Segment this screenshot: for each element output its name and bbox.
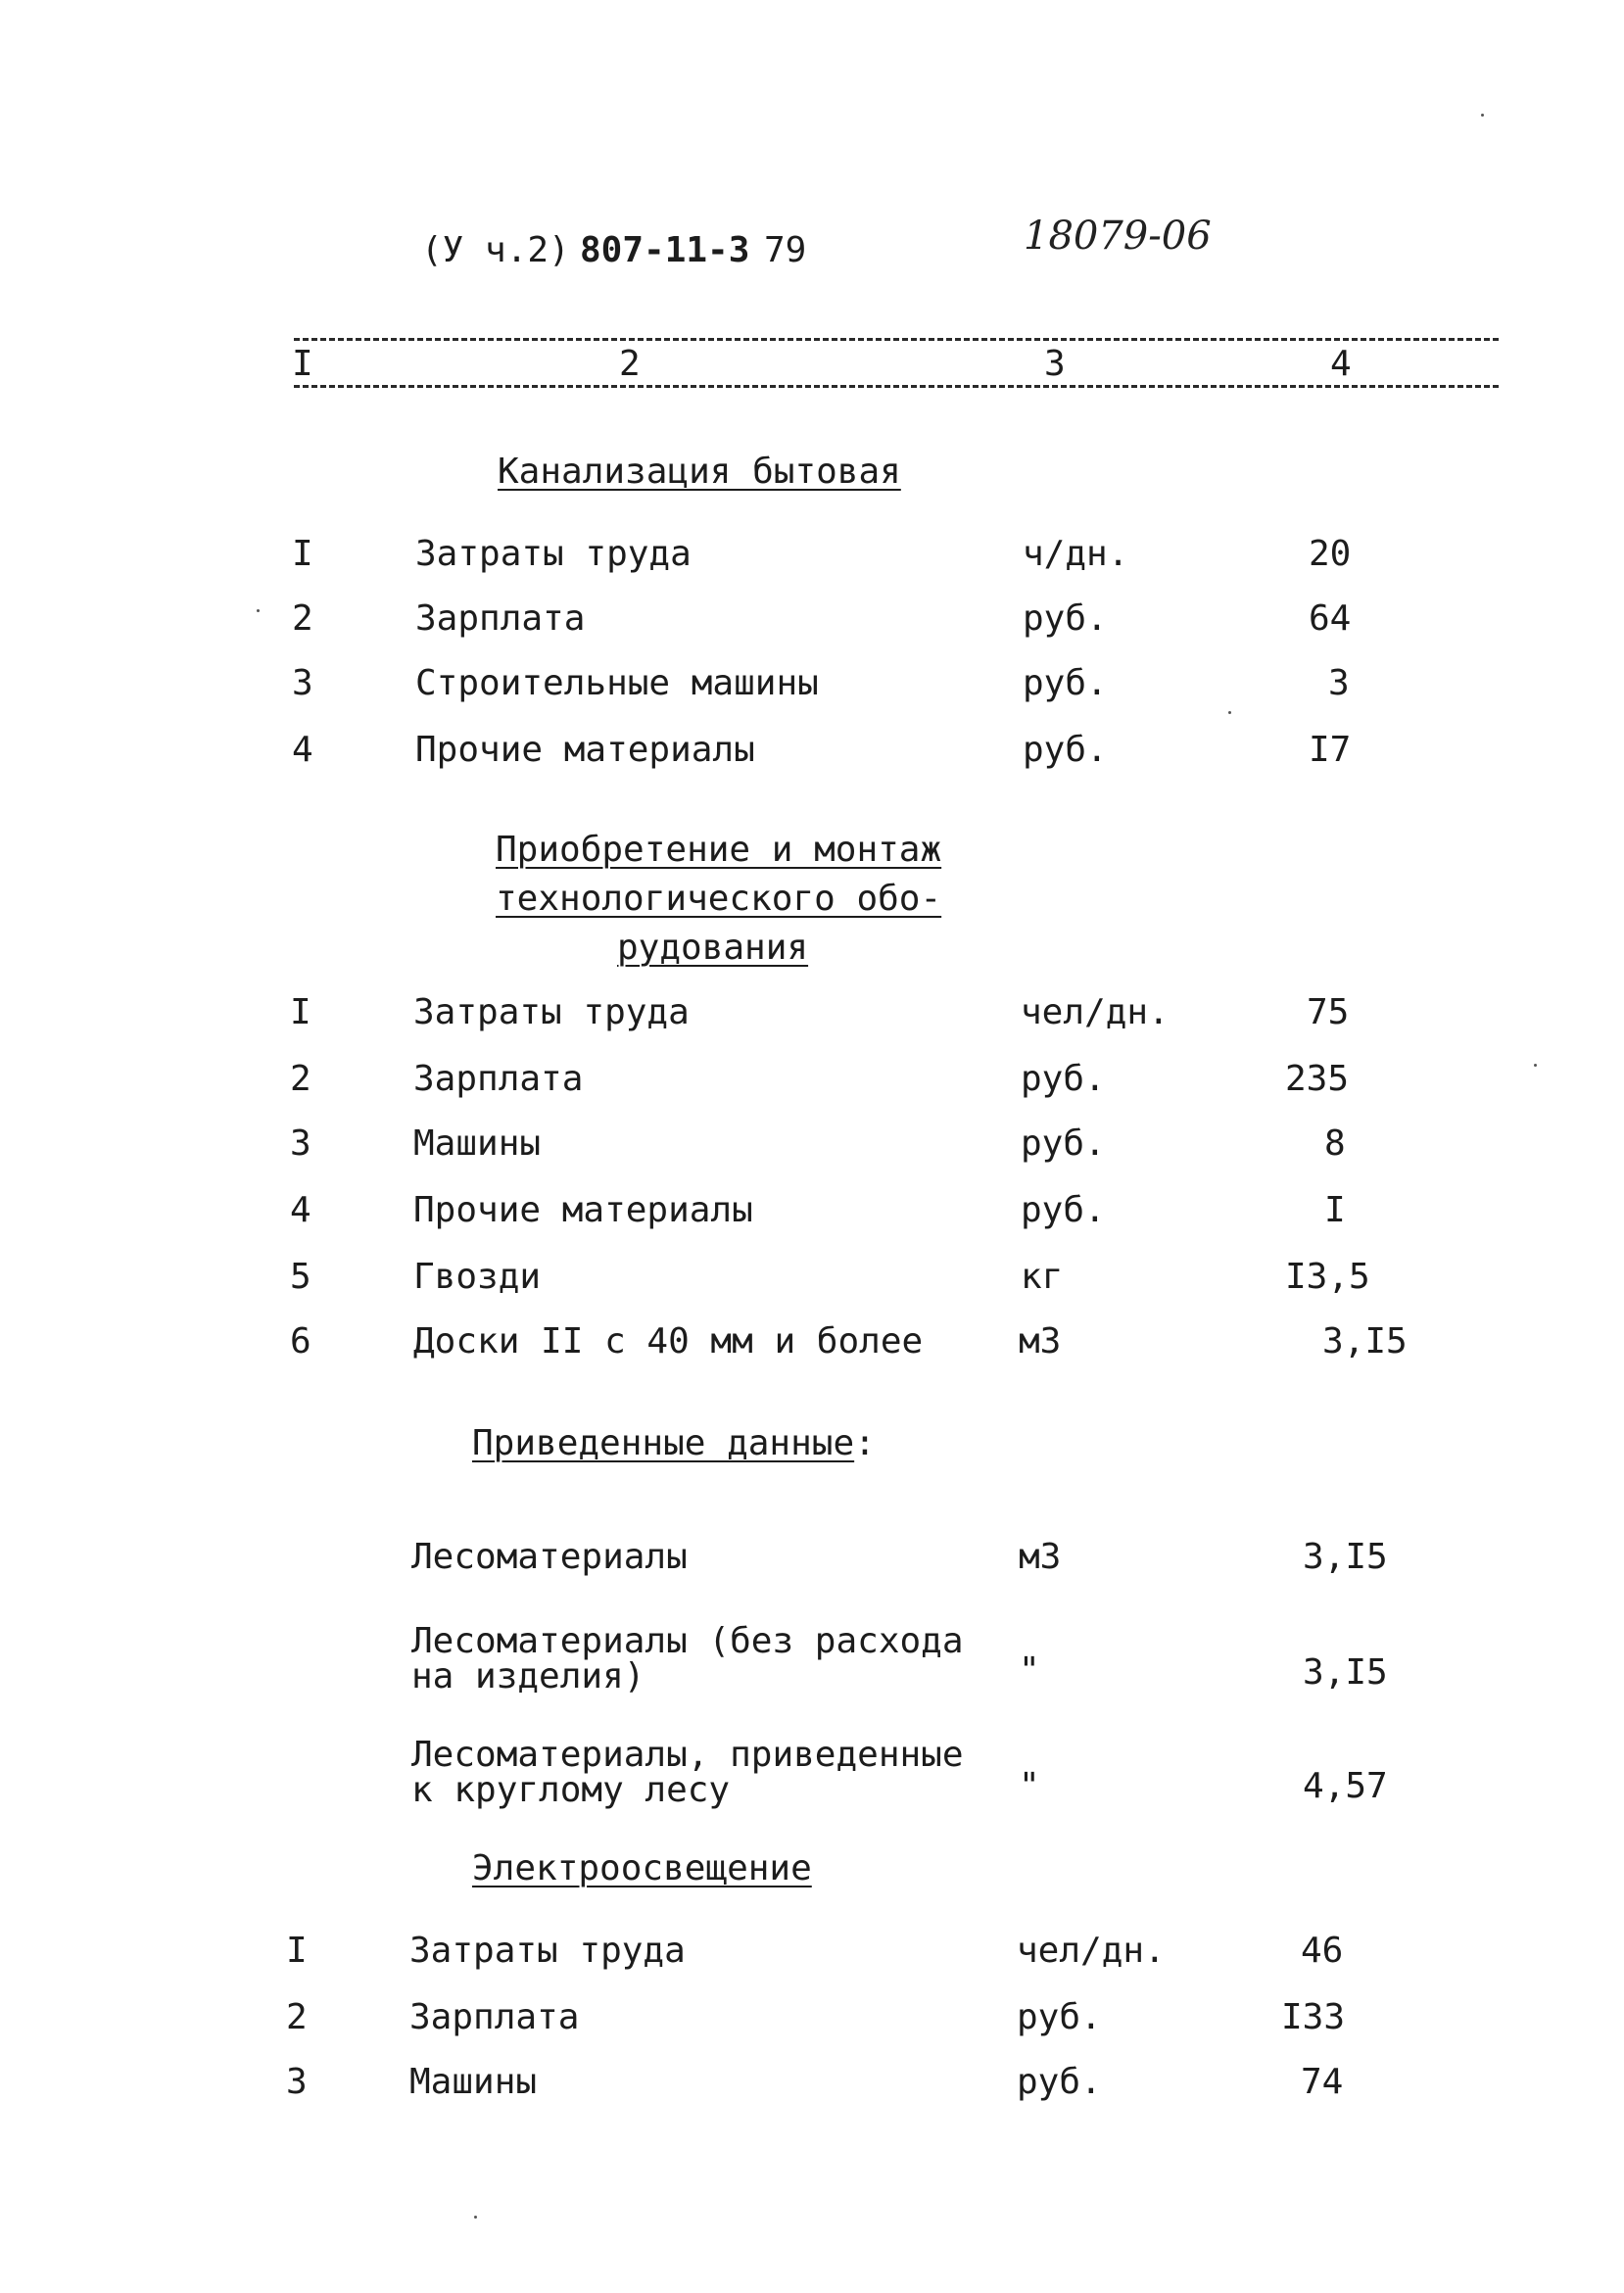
- row-unit: м3: [1019, 1537, 1062, 1577]
- scan-speck: [474, 2216, 477, 2219]
- section-title: [472, 1424, 876, 1463]
- row-number: I: [290, 992, 311, 1032]
- row-unit: чел/дн.: [1021, 992, 1170, 1032]
- column-header-2: 2: [619, 344, 641, 384]
- header-rule-bottom: [294, 385, 1499, 388]
- row-value: 3,I5: [1303, 1537, 1388, 1577]
- row-value: I: [1324, 1190, 1346, 1230]
- doc-ref: (У ч.2): [421, 230, 570, 270]
- series-number: 807-11-3: [580, 230, 750, 270]
- row-unit: руб.: [1023, 663, 1108, 703]
- row-number: 3: [292, 663, 313, 703]
- section-title-line-2: технологического обо-: [496, 879, 942, 919]
- row-name: Прочие материалы: [415, 730, 755, 770]
- row-number: 6: [290, 1321, 311, 1361]
- row-number: 2: [286, 1997, 308, 2037]
- scan-speck: [1534, 1064, 1537, 1067]
- row-name: Гвозди: [413, 1257, 542, 1297]
- row-number: I: [286, 1931, 308, 1971]
- row-name: Затраты труда: [413, 992, 690, 1032]
- row-name: Прочие материалы: [413, 1190, 753, 1230]
- row-unit: руб.: [1017, 2062, 1102, 2102]
- row-number: 4: [292, 730, 313, 770]
- row-value: 3,I5: [1322, 1321, 1408, 1361]
- row-name: Лесоматериалы: [411, 1537, 688, 1577]
- row-name: Строительные машины: [415, 663, 819, 703]
- row-unit: руб.: [1021, 1059, 1106, 1099]
- row-unit: ч/дн.: [1023, 534, 1129, 574]
- row-name: Затраты труда: [409, 1931, 686, 1971]
- row-unit: чел/дн.: [1017, 1931, 1166, 1971]
- column-header-3: 3: [1044, 344, 1066, 384]
- section-title-suffix: :: [854, 1423, 876, 1463]
- column-header-1: I: [292, 344, 313, 384]
- row-value: 8: [1324, 1123, 1346, 1164]
- column-header-4: 4: [1330, 344, 1352, 384]
- scan-speck: [257, 609, 260, 612]
- row-number: 2: [290, 1059, 311, 1099]
- row-value: 3,I5: [1303, 1652, 1388, 1693]
- row-unit: ": [1019, 1766, 1040, 1806]
- row-value: 4,57: [1303, 1766, 1388, 1806]
- row-value: I3,5: [1285, 1257, 1370, 1297]
- section-title-line-1: Приобретение и монтаж: [496, 830, 942, 870]
- row-name: Затраты труда: [415, 534, 692, 574]
- section-title: Электроосвещение: [472, 1848, 812, 1888]
- row-number: 3: [286, 2062, 308, 2102]
- row-value: 64: [1309, 598, 1352, 639]
- row-unit: руб.: [1023, 598, 1108, 639]
- row-unit: руб.: [1021, 1123, 1106, 1164]
- row-name: Зарплата: [413, 1059, 584, 1099]
- row-number: I: [292, 534, 313, 574]
- row-value: 46: [1301, 1931, 1344, 1971]
- section-title-text: Приведенные данные: [472, 1423, 855, 1463]
- header-rule-top: [294, 338, 1499, 341]
- page-number: 79: [764, 230, 807, 270]
- inventory-number: 18079-06: [1024, 214, 1212, 259]
- row-value: 235: [1285, 1059, 1350, 1099]
- row-name: Зарплата: [409, 1997, 580, 2037]
- row-unit: руб.: [1023, 730, 1108, 770]
- row-name: Зарплата: [415, 598, 586, 639]
- section-title: Канализация бытовая: [498, 452, 901, 492]
- row-name-line-1: Лесоматериалы, приведенные: [411, 1735, 964, 1775]
- row-name: Машины: [413, 1123, 542, 1164]
- row-value: I33: [1281, 1997, 1346, 2037]
- row-unit: м3: [1019, 1321, 1062, 1361]
- scan-speck: [1228, 711, 1231, 714]
- row-name: Машины: [409, 2062, 538, 2102]
- row-number: 2: [292, 598, 313, 639]
- row-name-line-2: на изделия): [411, 1656, 645, 1696]
- row-unit: кг: [1021, 1257, 1064, 1297]
- row-value: I7: [1309, 730, 1352, 770]
- row-value: 20: [1309, 534, 1352, 574]
- row-value: 75: [1307, 992, 1350, 1032]
- row-unit: руб.: [1021, 1190, 1106, 1230]
- row-unit: ": [1019, 1650, 1040, 1691]
- section-title-line-3: рудования: [617, 928, 809, 968]
- scan-speck: [1481, 114, 1484, 117]
- row-value: 74: [1301, 2062, 1344, 2102]
- row-value: 3: [1328, 663, 1350, 703]
- row-name: Доски II с 40 мм и более: [413, 1321, 924, 1361]
- row-unit: руб.: [1017, 1997, 1102, 2037]
- row-number: 3: [290, 1123, 311, 1164]
- row-number: 4: [290, 1190, 311, 1230]
- row-name-line-2: к круглому лесу: [411, 1770, 731, 1810]
- row-number: 5: [290, 1257, 311, 1297]
- row-name-line-1: Лесоматериалы (без расхода: [411, 1621, 964, 1661]
